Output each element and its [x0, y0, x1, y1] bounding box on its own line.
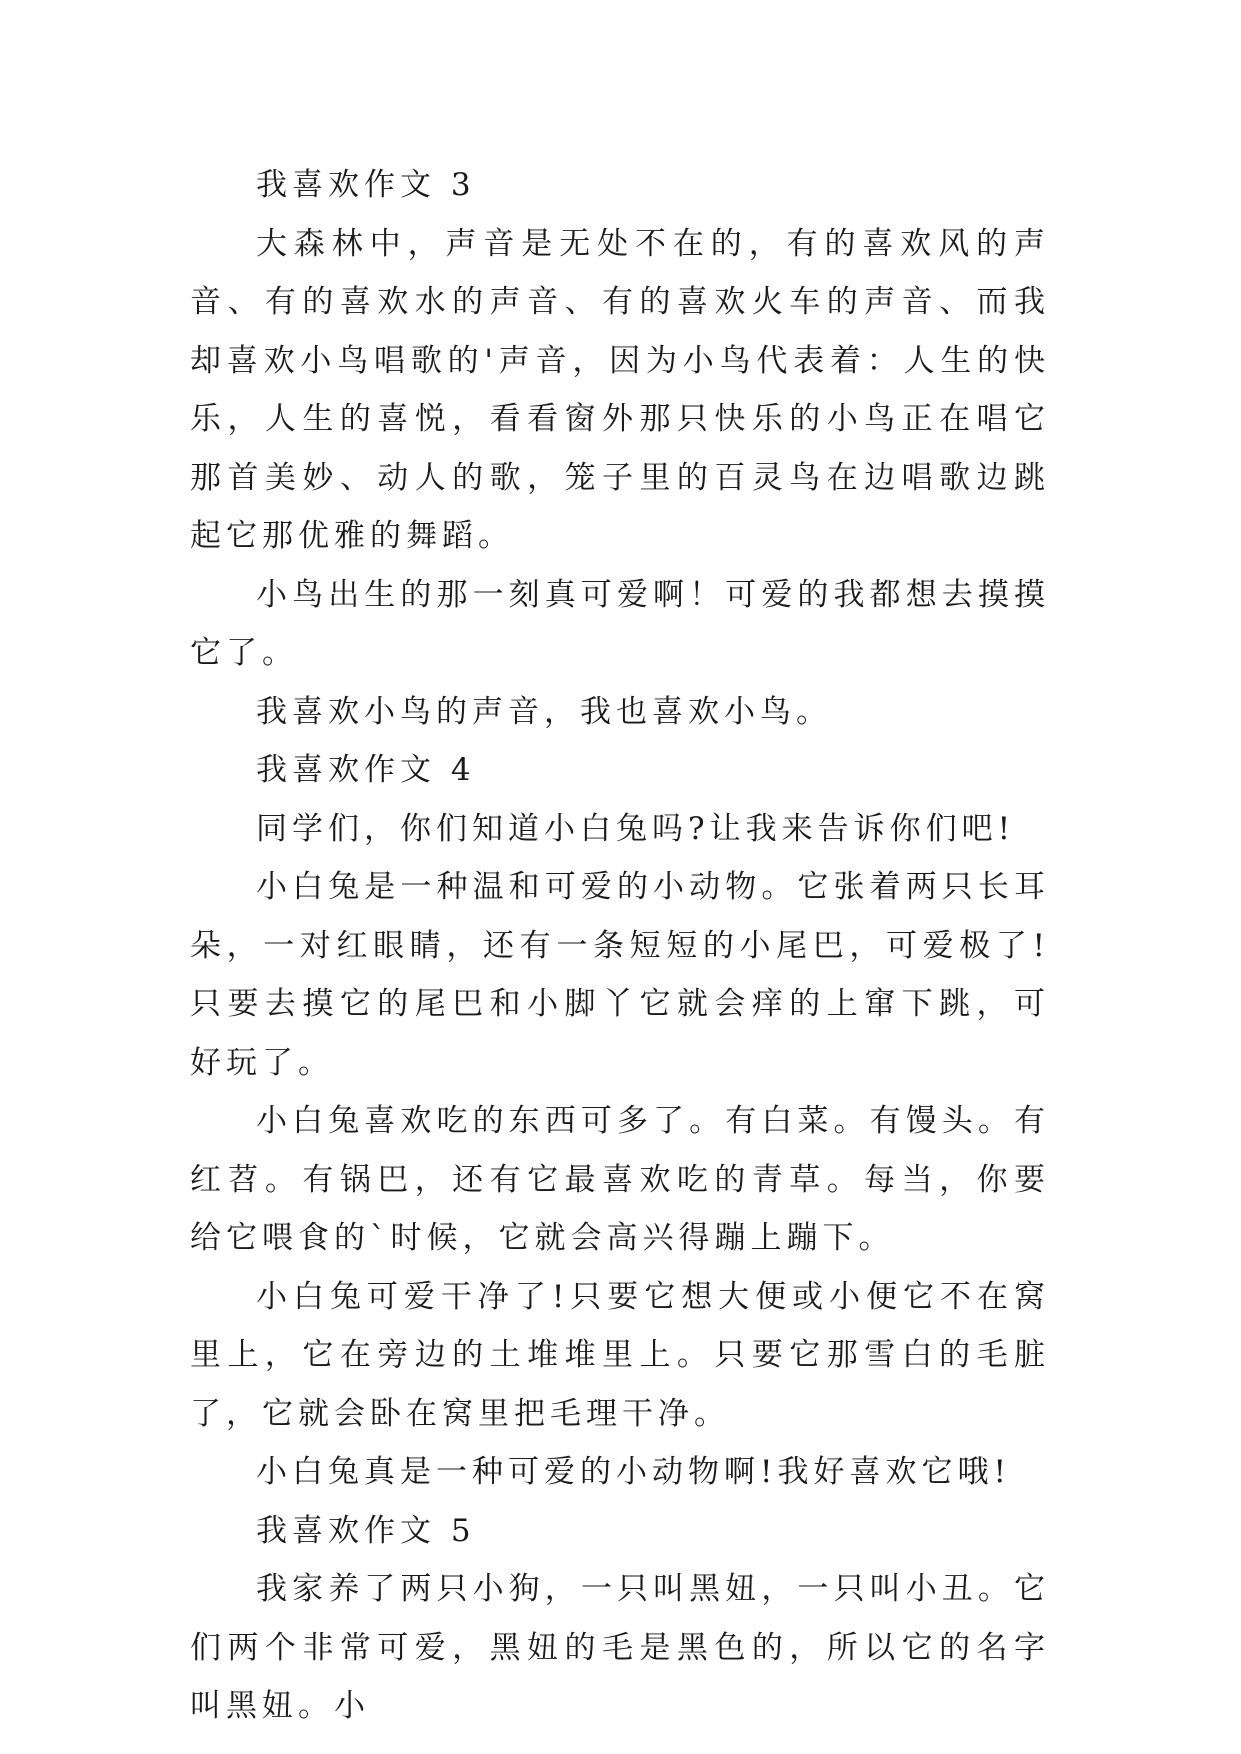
- paragraph: 小白兔真是一种可爱的小动物啊!我好喜欢它哦!: [256, 1454, 1011, 1490]
- section-heading-4: 我喜欢作文 4: [256, 752, 476, 788]
- paragraph: 我喜欢小鸟的声音，我也喜欢小鸟。: [256, 693, 832, 730]
- paragraph: 大森林中，声音是无处不在的，有的喜欢风的声音、有的喜欢水的声音、有的喜欢火车的声音、而我却喜欢小鸟唱歌的'声音，因为小鸟代表着：人生的快乐，人生的喜悦，看看窗外那只快乐的小鸟正在唱它那首美妙、动人的歌，笼子里的百灵鸟在边唱歌边跳起它那优雅的舞蹈。: [190, 225, 1050, 554]
- section-heading-3: 我喜欢作文 3: [256, 167, 476, 203]
- paragraph: 我家养了两只小狗，一只叫黑妞，一只叫小丑。它们两个非常可爱，黑妞的毛是黑色的，所以它的名字叫黑妞。小: [190, 1571, 1050, 1724]
- paragraph: 小鸟出生的那一刻真可爱啊！可爱的我都想去摸摸它了。: [190, 576, 1050, 671]
- paragraph: 小白兔是一种温和可爱的小动物。它张着两只长耳朵，一对红眼睛，还有一条短短的小尾巴，可爱极了!只要去摸它的尾巴和小脚丫它就会痒的上窜下跳，可好玩了。: [190, 869, 1050, 1081]
- document-body: [190, 156, 1050, 1736]
- paragraph: 小白兔喜欢吃的东西可多了。有白菜。有馒头。有红苕。有锅巴，还有它最喜欢吃的青草。每当，你要给它喂食的`时候，它就会高兴得蹦上蹦下。: [190, 1103, 1050, 1256]
- paragraph: 同学们，你们知道小白兔吗?让我来告诉你们吧!: [256, 810, 1016, 847]
- paragraph: 小白兔可爱干净了!只要它想大便或小便它不在窝里上，它在旁边的土堆堆里上。只要它那雪白的毛脏了，它就会卧在窝里把毛理干净。: [190, 1278, 1050, 1432]
- section-heading-5: 我喜欢作文 5: [256, 1512, 476, 1549]
